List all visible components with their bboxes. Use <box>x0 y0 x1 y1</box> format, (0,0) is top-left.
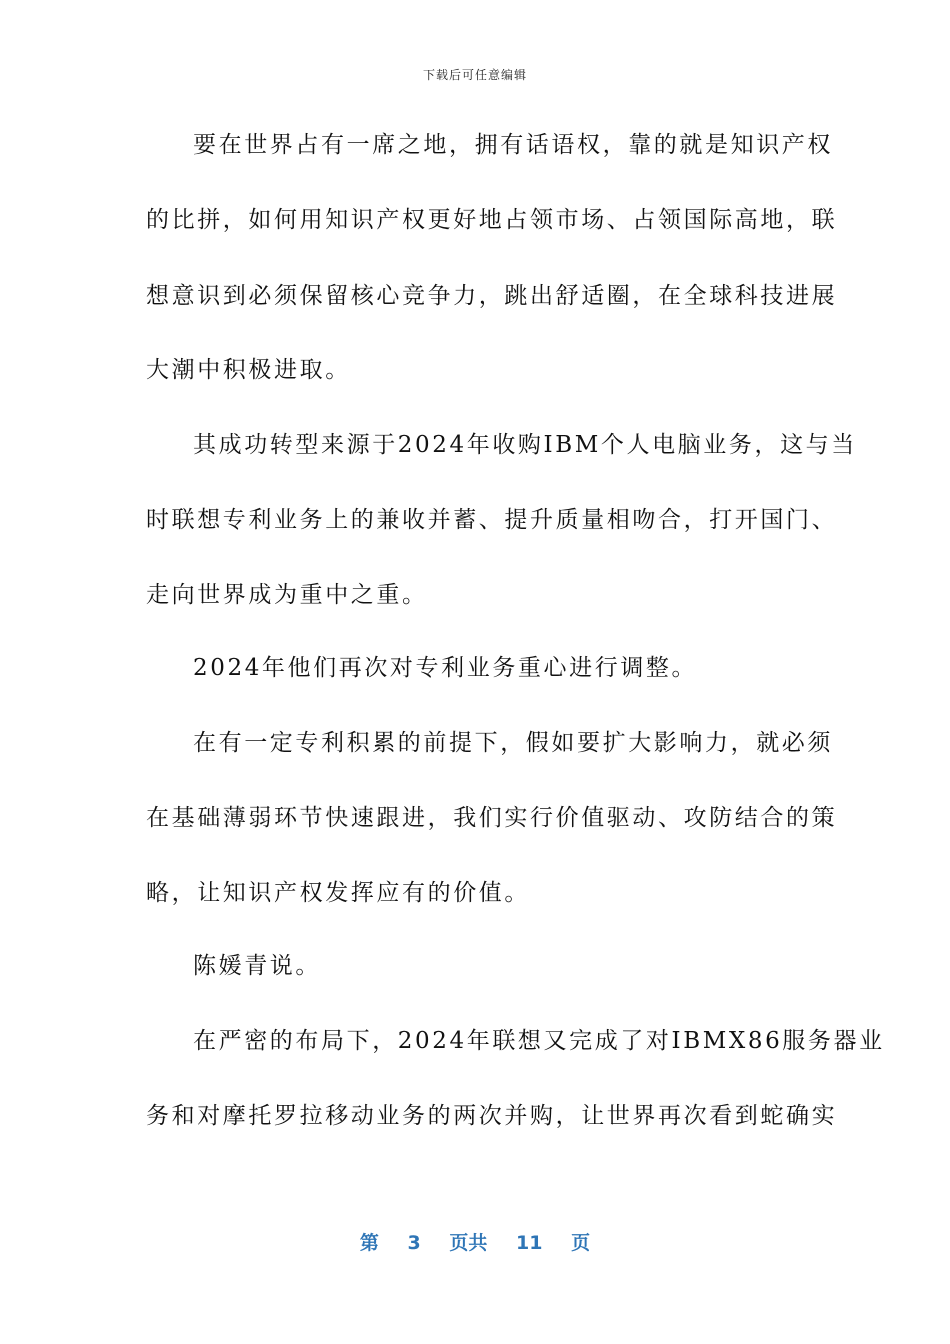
paragraph-line: 2024年他们再次对专利业务重心进行调整。 <box>193 655 698 681</box>
paragraph-line: 略，让知识产权发挥应有的价值。 <box>146 880 530 906</box>
paragraph-line: 在严密的布局下，2024年联想又完成了对IBMX86服务器业 <box>193 1028 885 1054</box>
total-pages-number: 11 <box>516 1232 543 1254</box>
footer-prefix: 第 <box>359 1232 379 1254</box>
paragraph-line: 走向世界成为重中之重。 <box>146 582 428 608</box>
current-page-number: 3 <box>407 1232 421 1254</box>
paragraph-line: 要在世界占有一席之地，拥有话语权，靠的就是知识产权 <box>193 132 833 158</box>
footer-middle: 页共 <box>449 1232 488 1254</box>
paragraph-line: 在有一定专利积累的前提下，假如要扩大影响力，就必须 <box>193 730 833 756</box>
header-note: 下载后可任意编辑 <box>422 68 527 82</box>
paragraph-line: 务和对摩托罗拉移动业务的两次并购，让世界再次看到蛇确实 <box>146 1103 838 1129</box>
paragraph-line: 想意识到必须保留核心竞争力，跳出舒适圈，在全球科技进展 <box>146 283 838 309</box>
footer-suffix: 页 <box>571 1232 591 1254</box>
page-footer <box>0 1228 950 1255</box>
paragraph-line: 大潮中积极进取。 <box>146 357 351 383</box>
paragraph-line: 陈媛青说。 <box>193 953 321 979</box>
paragraph-line: 时联想专利业务上的兼收并蓄、提升质量相吻合，打开国门、 <box>146 507 838 533</box>
paragraph-line: 其成功转型来源于2024年收购IBM个人电脑业务，这与当 <box>193 432 857 458</box>
paragraph-line: 的比拼，如何用知识产权更好地占领市场、占领国际高地，联 <box>146 207 838 233</box>
paragraph-line: 在基础薄弱环节快速跟进，我们实行价值驱动、攻防结合的策 <box>146 805 838 831</box>
